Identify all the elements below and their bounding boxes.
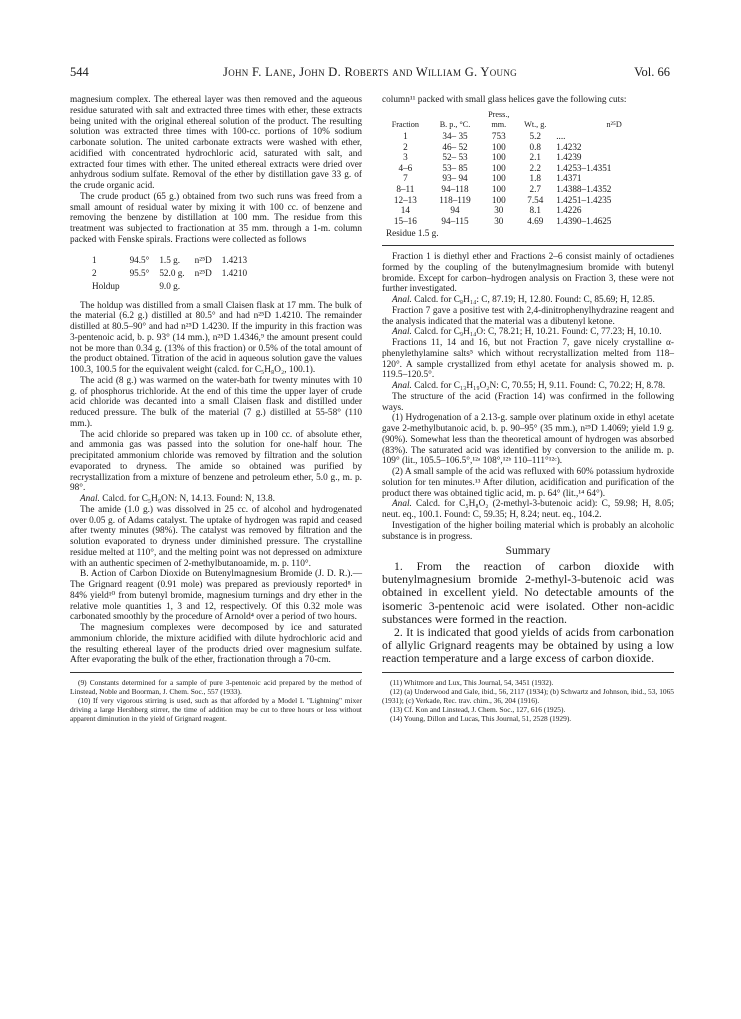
table-cell: 94–118: [441, 183, 469, 194]
paragraph: The magnesium complexes were decomposed by ice and saturated ammonium chloride, the mixture acidified with dilute hydrochloric acid and the resulting ethereal layer of the products dried over magnesium sulfate. After evaporating the bulk of the ether, fractionation through a 70-cm.: [70, 623, 362, 666]
table-cell: 1.4239: [556, 152, 582, 163]
paragraph: The acid chloride so prepared was taken up in 100 cc. of absolute ether, and ammonia gas was passed into the solution for one-half hour. The precipitated ammonium chloride was removed by filtration and the solution evaporated to dryness. The amide so obtained was purified by recrystallization from a mixture of benzene and petroleum ether, 5.0 g., m. p. 98°.: [70, 429, 362, 494]
table-cell: 8–11: [396, 183, 415, 194]
paragraph: (1) Hydrogenation of a 2.13-g. sample over platinum oxide in ethyl acetate gave 2-methylbutanoic acid, b. p. 90–95° (35 mm.), n²⁵D 1.4069; yield 1.9 g. (90%). Somewhat less than the theoretical amount of hydrogen was absorbed (83%). The saturated acid was identified by conversion to the anilide m. p. 109° (lit., 105.5–106.5°,¹²ᵃ 108°,¹²ᵇ 110–111°¹²ᶜ).: [382, 413, 674, 467]
table-cell: 1.4226: [556, 205, 582, 216]
table-row: [382, 152, 674, 163]
paragraph: Fraction 1 is diethyl ether and Fractions 2–6 consist mainly of octadienes formed by the coupling of the butenylmagnesium bromide with butenyl bromide. Except for carbon–hydrogen analysis on Fraction 3, these were not further investigated.: [382, 252, 674, 295]
table-row: [382, 131, 674, 142]
summary-item: 2. It is indicated that good yields of acids from carbonation of allylic Grignard reagents may be obtained by using a low reaction temperature and a large excess of carbon dioxide.: [382, 626, 674, 666]
table-row: [92, 280, 257, 293]
running-title: John F. Lane, John D. Roberts and William G. Young: [223, 65, 517, 79]
summary-section: [382, 560, 674, 666]
table-cell: 95.5°: [129, 267, 150, 278]
paragraph: column¹¹ packed with small glass helices gave the following cuts:: [382, 95, 627, 105]
anal-label: Anal.: [392, 327, 412, 338]
table-cell: 94–115: [441, 215, 469, 226]
left-column: [70, 95, 362, 723]
paragraph: The crude product (65 g.) obtained from two such runs was freed from a small amount of residual water by mixing it with 100 cc. of benzene and removing the benzene by distillation at 100 mm. The residue from this treatment was subjected to fractionation at 35 mm. through a 1-m. column packed with Fenske spirals. Fractions were collected as follows: [70, 191, 362, 245]
table-row: [382, 173, 674, 184]
analysis-line: [382, 499, 674, 521]
footnote: (13) Cf. Kon and Linstead, J. Chem. Soc., 127, 616 (1925).: [390, 704, 566, 714]
table-cell: 4.69: [527, 215, 544, 226]
table-cell: 1.4390–1.4625: [556, 215, 612, 226]
table-cell: 7: [403, 173, 408, 184]
summary-item: 1. From the reaction of carbon dioxide with butenylmagnesium bromide 2-methyl-3-butenoic acid was obtained in excellent yield. No detectable amounts of the isomeric 3-pentenoic acid were isolated. Other non-acidic substances were formed in the reaction.: [382, 560, 674, 626]
table-cell: 100: [491, 194, 506, 205]
footnote: (9) Constants determined for a sample of pure 3-pentenoic acid prepared by the method of Linstead, Noble and Boorman, J. Chem. Soc., 557 (1933).: [70, 678, 362, 696]
paragraph: Fractions 11, 14 and 16, but not Fraction 7, gave nicely crystalline α-phenylethylamine salts⁵ which without recrystallization melted from 118–120°. A sample crystallized from ethyl acetate for analysis showed m. p. 119.5–120.5°.: [382, 338, 674, 381]
analysis-text: Calcd. for C₁₃H₁₉O₂N: C, 70.55; H, 9.11. Found: C, 70.22; H, 8.78.: [414, 381, 666, 392]
footnote-divider: [70, 672, 362, 673]
table-cell: 94: [450, 205, 460, 216]
table-cell: 0.8: [529, 141, 542, 152]
table-cell: 9.0 g.: [159, 280, 180, 291]
paragraph: The acid (8 g.) was warmed on the water-bath for twenty minutes with 10 g. of phosphorus trichloride. At the end of this time the upper layer of crude acid chloride was decanted into a small Claisen flask and distilled under reduced pressure. The bulk of the material (7 g.) distilled at 55-58° (110 mm.).: [70, 375, 362, 429]
table-cell: Holdup: [92, 280, 120, 291]
analysis-line: [382, 295, 674, 306]
table-cell: 100: [491, 141, 506, 152]
table-cell: 4–6: [398, 162, 413, 173]
table-row: [382, 142, 674, 153]
column-header: B. p., °C.: [439, 120, 471, 130]
fraction-table: [382, 110, 674, 227]
table-cell: 2.1: [529, 152, 542, 163]
table-cell: 100: [491, 162, 506, 173]
table-cell: 1.4388–1.4352: [556, 183, 612, 194]
table-cell: 1.8: [529, 173, 542, 184]
table-cell: 30: [494, 215, 504, 226]
analysis-text: Calcd. for C₅H₈O₂ (2-methyl-3-butenoic acid): C, 59.98; H, 8.05; neut. eq., 100.1. Found: C, 59.35; H, 8.24; neut. eq., 104.2.: [382, 499, 675, 521]
table-row: [382, 216, 674, 227]
table-cell: n²⁵D: [194, 267, 212, 278]
table-cell: n²⁵D: [194, 254, 212, 265]
paragraph: Fraction 7 gave a positive test with 2,4-dinitrophenylhydrazine reagent and the analysis indicated that the material was a dibutenyl ketone.: [382, 305, 674, 327]
table-cell: 53– 85: [442, 162, 468, 173]
table-cell: 30: [494, 205, 504, 216]
table-cell: 100: [491, 183, 506, 194]
anal-label: Anal.: [80, 494, 100, 504]
table-cell: 12–13: [393, 194, 417, 205]
paragraph: B. Action of Carbon Dioxide on Butenylmagnesium Bromide (J. D. R.).—The Grignard reagent (0.91 mole) was prepared as previously reported⁸ in 84% yield¹⁰ from butenyl bromide, magnesium turnings and dry ether in the relative mole quantities 1, 3 and 12, respectively. Of this 0.32 mole was carbonated smoothly by the procedure of Arnold⁴ over a period of two hours.: [70, 569, 362, 623]
analysis-line: [70, 494, 362, 505]
table-cell: 8.1: [529, 205, 542, 216]
table-cell: 94.5°: [129, 254, 150, 265]
anal-label: Anal.: [392, 381, 412, 392]
table-cell: [222, 280, 257, 293]
fraction-table-small: [92, 254, 257, 293]
paragraph: magnesium complex. The ethereal layer was then removed and the aqueous residue saturated with salt and extracted three times with ether, these extracts being united with the original ethereal solution of the product. The resulting solution was extracted three times with 100-cc. portions of 10% sodium carbonate solution. The united carbonate extracts were washed with ether, acidified with concentrated hydrochloric acid, saturated with salt, and extracted four times with ether. The united ethereal extracts were dried over anhydrous sodium sulfate. Removal of the ether by distillation gave 33 g. of the crude organic acid.: [70, 95, 362, 191]
table-cell: 52– 53: [442, 152, 468, 163]
table-cell: 2: [92, 267, 97, 278]
table-cell: 14: [400, 205, 410, 216]
table-cell: 2.7: [529, 183, 542, 194]
footnotes-right: [382, 678, 674, 723]
table-cell: 100: [491, 152, 506, 163]
page-number: 544: [70, 65, 89, 79]
right-column: [382, 95, 674, 723]
table-cell: 118–119: [439, 194, 471, 205]
footnote: (14) Young, Dillon and Lucas, This Journal, 51, 2528 (1929).: [390, 713, 572, 723]
footnote: (12) (a) Underwood and Gale, ibid., 56, 2117 (1934); (b) Schwartz and Johnson, ibid., 53, 1065 (1931); (c) Verkade, Rec. trav. chim., 36, 204 (1916).: [382, 686, 674, 705]
running-header: [70, 65, 670, 83]
analysis-text: Calcd. for C₈H₁₄: C, 87.19; H, 12.80. Found: C, 85.69; H, 12.85.: [414, 295, 655, 306]
table-cell: 34– 35: [442, 130, 468, 141]
table-cell: 1.4210: [221, 267, 248, 278]
table-cell: [130, 280, 160, 293]
summary-heading: Summary: [505, 545, 551, 558]
table-cell: 52.0 g.: [159, 267, 185, 278]
anal-label: Anal.: [392, 295, 412, 306]
table-cell: 46– 52: [442, 141, 468, 152]
table-row: [92, 254, 257, 267]
footnote: (10) If very vigorous stirring is used, such as that afforded by a Model L "Lightning" mixer driving a large Hershberg stirrer, the time of addition may be cut to three hours or less without apparent diminution in the yield of Grignard reagent.: [70, 696, 362, 723]
paragraph: The structure of the acid (Fraction 14) was confirmed in the following ways.: [382, 391, 674, 413]
column-header: Wt., g.: [524, 120, 547, 130]
table-cell: 5.2: [529, 130, 542, 141]
table-cell: 7.54: [527, 194, 544, 205]
analysis-line: [382, 327, 674, 338]
table-cell: 753: [491, 130, 506, 141]
table-cell: 2: [403, 141, 408, 152]
paragraph: (2) A small sample of the acid was refluxed with 60% potassium hydroxide solution for ten minutes.¹³ After dilution, acidification and purification of the product there was obtained tiglic acid, m. p. 64° (lit.,¹⁴ 64°).: [382, 467, 674, 499]
analysis-text: Calcd. for C₉H₁₄O: C, 78.21; H, 10.21. Found: C, 77.23; H, 10.10.: [414, 327, 662, 338]
table-row: [382, 205, 674, 216]
table-row: [92, 267, 257, 280]
anal-label: Anal.: [392, 499, 412, 510]
table-cell: 100: [491, 173, 506, 184]
volume-label: Vol. 66: [634, 65, 670, 79]
analysis-line: [382, 381, 674, 392]
table-cell: ....: [556, 130, 566, 141]
table-cell: 1: [92, 254, 97, 265]
paragraph: Investigation of the higher boiling material which is probably an alcoholic substance is in progress.: [382, 520, 674, 542]
table-cell: 93– 94: [442, 173, 468, 184]
table-cell: 1.4253–1.4351: [556, 162, 612, 173]
column-header: Press., mm.: [488, 109, 510, 130]
table-row: [382, 195, 674, 206]
table-cell: 1.4213: [221, 254, 248, 265]
table-cell: 1.4232: [556, 141, 582, 152]
table-cell: 1: [403, 130, 408, 141]
table-cell: 2.2: [529, 162, 542, 173]
column-header: Fraction: [391, 120, 419, 130]
table-header-row: [382, 110, 674, 131]
table-cell: 1.5 g.: [159, 254, 180, 265]
table-cell: 15–16: [393, 215, 417, 226]
analysis-text: Calcd. for C₅H₉ON: N, 14.13. Found: N, 13.8.: [102, 494, 276, 504]
residue-line: Residue 1.5 g.: [386, 228, 439, 239]
table-cell: [195, 280, 222, 293]
column-header: n²⁵D: [606, 120, 622, 130]
table-cell: 1.4371: [556, 173, 582, 184]
table-cell: 1.4251–1.4235: [556, 194, 612, 205]
paragraph: The holdup was distilled from a small Claisen flask at 17 mm. The bulk of the material (6.2 g.) distilled at 80.5° and had n²⁵D 1.4210. The remainder distilled at 80.5–90° and had n²⁵D 1.4230. If the impurity in this fraction was 3-pentenoic acid, b. p. 93° (14 mm.), n²⁵D 1.4346,⁹ the amount present could not be more than 0.34 g. (13% of this fraction) or 0.5% of the total amount of the product obtained. Titration of the acid in aqueous solution gave the values 100.3, 100.5 for the equivalent weight (calcd. for C₅H₈O₂, 100.1).: [70, 300, 362, 375]
footnote: (11) Whitmore and Lux, This Journal, 54, 3451 (1932).: [390, 677, 554, 687]
footnotes-left: [70, 678, 362, 723]
table-cell: 3: [403, 152, 408, 163]
table-divider: [382, 245, 674, 246]
table-row: [382, 163, 674, 174]
footnote-divider: [382, 672, 674, 673]
paragraph: The amide (1.0 g.) was dissolved in 25 cc. of alcohol and hydrogenated over 0.05 g. of Adams catalyst. The uptake of hydrogen was rapid and ceased after twenty minutes (98%). The catalyst was removed by filtration and the solution evaporated to dryness under diminished pressure. The crystalline residue melted at 110°, and the melting point was not depressed on admixture with an authentic specimen of 2-methylbutanoamide, m. p. 110°.: [70, 504, 362, 569]
table-row: [382, 184, 674, 195]
